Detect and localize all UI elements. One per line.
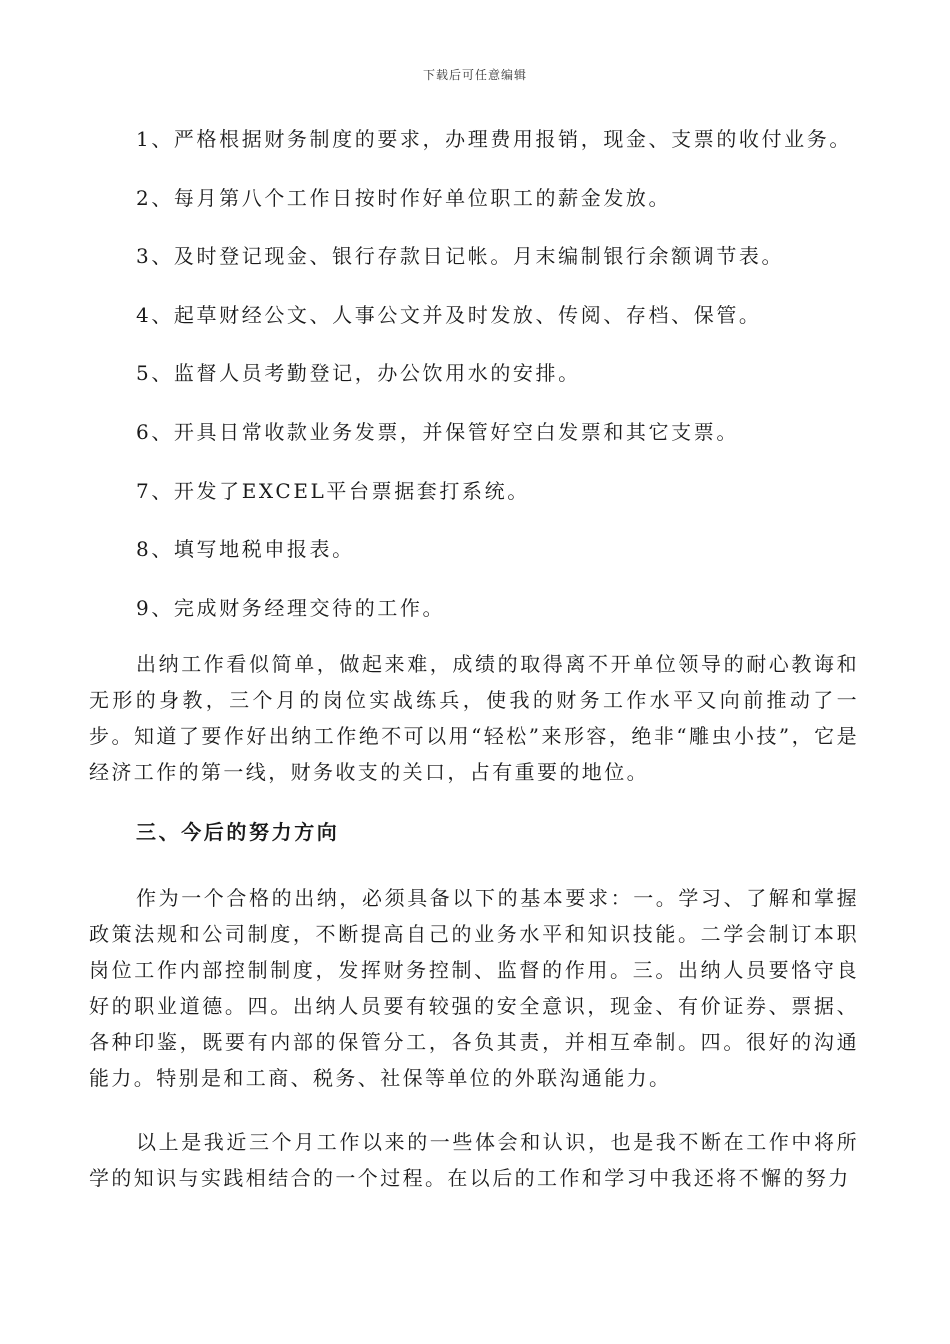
- list-item: 4、起草财经公文、人事公文并及时发放、传阅、存档、保管。: [136, 302, 762, 327]
- list-item: 8、填写地税申报表。: [136, 537, 355, 562]
- duty-list: [136, 124, 876, 651]
- list-item: 5、监督人员考勤登记，办公饮用水的安排。: [136, 361, 581, 386]
- paragraph-conclusion: 以上是我近三个月工作以来的一些体会和认识，也是我不断在工作中将所学的知识与实践相结合的一个过程。在以后的工作和学习中我还将不懈的努力: [89, 1130, 859, 1190]
- paragraph-requirements: 作为一个合格的出纳，必须具备以下的基本要求：一。学习、了解和掌握政策法规和公司制度，不断提高自己的业务水平和知识技能。二学会制订本职岗位工作内部控制制度，发挥财务控制、监督的作用。三。出纳人员要恪守良好的职业道德。四。出纳人员要有较强的安全意识，现金、有价证券、票据、各种印鉴，既要有内部的保管分工，各负其责，并相互牵制。四。很好的沟通能力。特别是和工商、税务、社保等单位的外联沟通能力。: [89, 886, 859, 1090]
- list-item: 2、每月第八个工作日按时作好单位职工的薪金发放。: [136, 185, 672, 210]
- list-item: 9、完成财务经理交待的工作。: [136, 595, 446, 620]
- header-note: 下载后可任意编辑: [422, 68, 527, 82]
- paragraph-summary: 出纳工作看似简单，做起来难，成绩的取得离不开单位领导的耐心教诲和无形的身教，三个月的岗位实战练兵，使我的财务工作水平又向前推动了一步。知道了要作好出纳工作绝不可以用“轻松”来形容，绝非“雕虫小技”，它是经济工作的第一线，财务收支的关口，占有重要的地位。: [89, 652, 859, 784]
- list-item: 6、开具日常收款业务发票，并保管好空白发票和其它支票。: [136, 419, 739, 444]
- list-item: 7、开发了EXCEL平台票据套打系统。: [136, 478, 530, 503]
- section-heading: 三、今后的努力方向: [136, 820, 340, 844]
- list-item: 3、及时登记现金、银行存款日记帐。月末编制银行余额调节表。: [136, 244, 785, 269]
- list-item: 1、严格根据财务制度的要求，办理费用报销，现金、支票的收付业务。: [136, 127, 852, 151]
